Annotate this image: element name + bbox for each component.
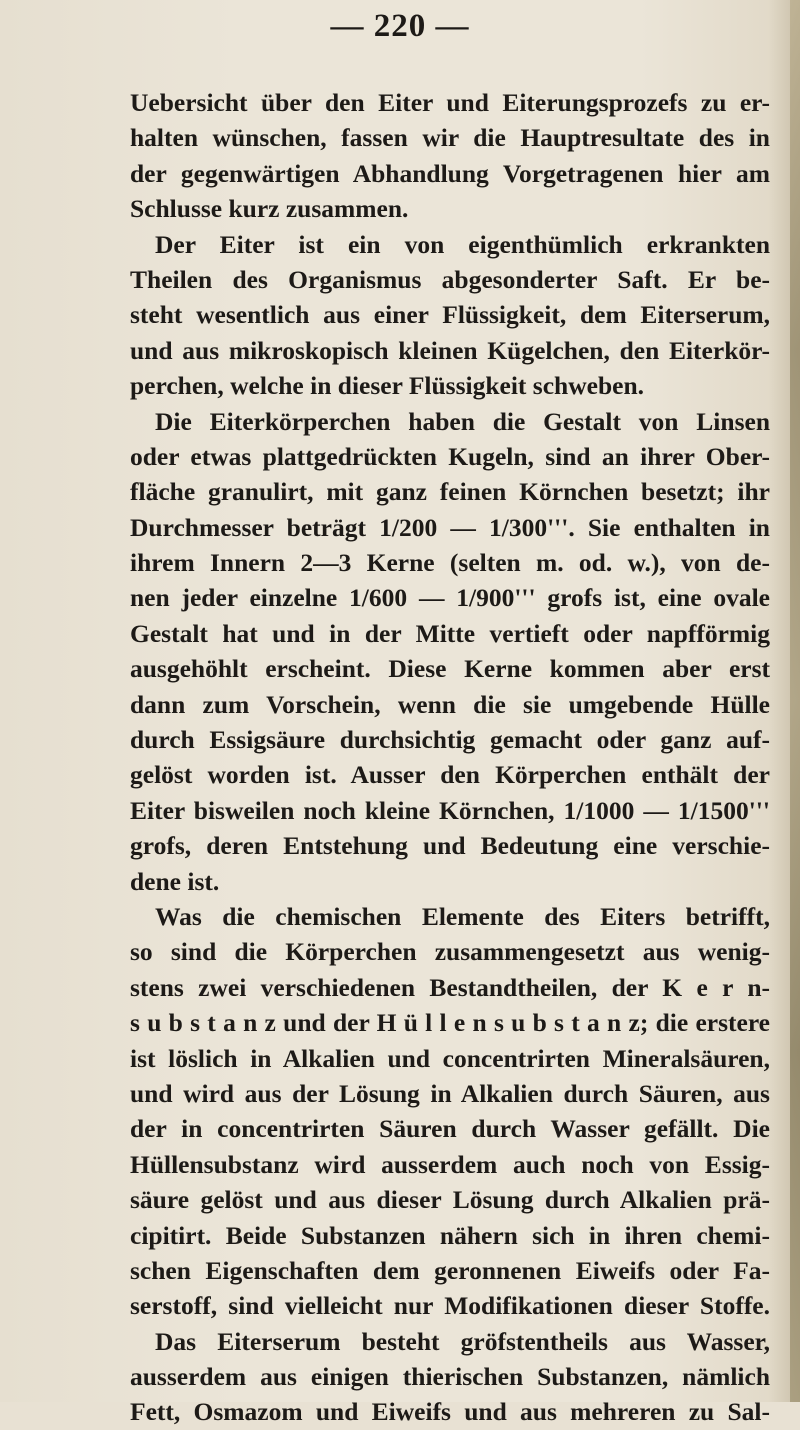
text-line: halten wünschen, fassen wir die Hauptresultate des in (130, 123, 770, 153)
text-line: ausgehöhlt erscheint. Diese Kerne kommen aber erst (130, 654, 770, 684)
text-line: cipitirt. Beide Substanzen nähern sich in ihren chemi- (130, 1220, 770, 1250)
text-line: nen jeder einzelne 1/600 — 1/900''' grofs ist, eine ovale (130, 583, 770, 613)
body-text (130, 85, 770, 1430)
text-line: stens zwei verschiedenen Bestandtheilen, der K e r n- (130, 972, 770, 1002)
text-line: Der Eiter ist ein von eigenthümlich erkrankten (155, 229, 770, 259)
text-line: und wird aus der Lösung in Alkalien durch Säuren, aus (130, 1078, 770, 1108)
text-line: Die Eiterkörperchen haben die Gestalt von Linsen (155, 406, 770, 436)
text-line: ihrem Innern 2—3 Kerne (selten m. od. w.), von de- (130, 548, 770, 578)
text-line: so sind die Körperchen zusammengesetzt aus wenig- (130, 937, 770, 967)
text-line: und aus mikroskopisch kleinen Kügelchen, den Eiterkör- (130, 335, 770, 365)
text-line: Hüllensubstanz wird ausserdem auch noch von Essig- (130, 1149, 770, 1179)
text-line: schen Eigenschaften dem geronnenen Eiweifs oder Fa- (130, 1255, 770, 1285)
text-line: Gestalt hat und in der Mitte vertieft oder napfförmig (130, 618, 770, 648)
text-line: Theilen des Organismus abgesonderter Saft. Er be- (130, 264, 770, 294)
text-line: Eiter bisweilen noch kleine Körnchen, 1/1000 — 1/1500''' (130, 795, 770, 825)
text-line: säure gelöst und aus dieser Lösung durch Alkalien prä- (130, 1185, 770, 1215)
text-line: serstoff, sind vielleicht nur Modifikationen dieser Stoffe. (130, 1291, 770, 1321)
text-line: s u b s t a n z und der H ü l l e n s u b s t a n z; die erstere (130, 1008, 770, 1038)
text-line: dann zum Vorschein, wenn die sie umgebende Hülle (130, 689, 770, 719)
text-line: der in concentrirten Säuren durch Wasser gefällt. Die (130, 1114, 770, 1144)
text-line: der gegenwärtigen Abhandlung Vorgetragenen hier am (130, 158, 770, 188)
text-line: Das Eiterserum besteht gröfstentheils aus Wasser, (155, 1326, 770, 1356)
text-line: grofs, deren Entstehung und Bedeutung eine verschie- (130, 831, 770, 861)
text-line: steht wesentlich aus einer Flüssigkeit, dem Eiterserum, (130, 300, 770, 330)
text-line: fläche granulirt, mit ganz feinen Körnchen besetzt; ihr (130, 477, 770, 507)
text-line: dene ist. (130, 866, 220, 896)
text-line: ist löslich in Alkalien und concentrirten Mineralsäuren, (130, 1043, 770, 1073)
text-line: gelöst worden ist. Ausser den Körperchen enthält der (130, 760, 770, 790)
page-edge-shadow (790, 0, 800, 1402)
text-line: Was die chemischen Elemente des Eiters betrifft, (155, 901, 770, 931)
text-line: perchen, welche in dieser Flüssigkeit schweben. (130, 371, 645, 401)
text-line: oder etwas plattgedrückten Kugeln, sind an ihrer Ober- (130, 441, 770, 471)
text-line: durch Essigsäure durchsichtig gemacht oder ganz auf- (130, 725, 770, 755)
text-line: Fett, Osmazom und Eiweifs und aus mehreren zu Sal- (130, 1397, 770, 1427)
page-number: — 220 — (330, 8, 470, 44)
text-line: Uebersicht über den Eiter und Eiterungsprozefs zu er- (130, 88, 770, 117)
text-line: ausserdem aus einigen thierischen Substanzen, nämlich (130, 1362, 770, 1392)
text-line: Durchmesser beträgt 1/200 — 1/300'''. Sie enthalten in (130, 512, 770, 542)
text-line: Schlusse kurz zusammen. (130, 194, 409, 224)
